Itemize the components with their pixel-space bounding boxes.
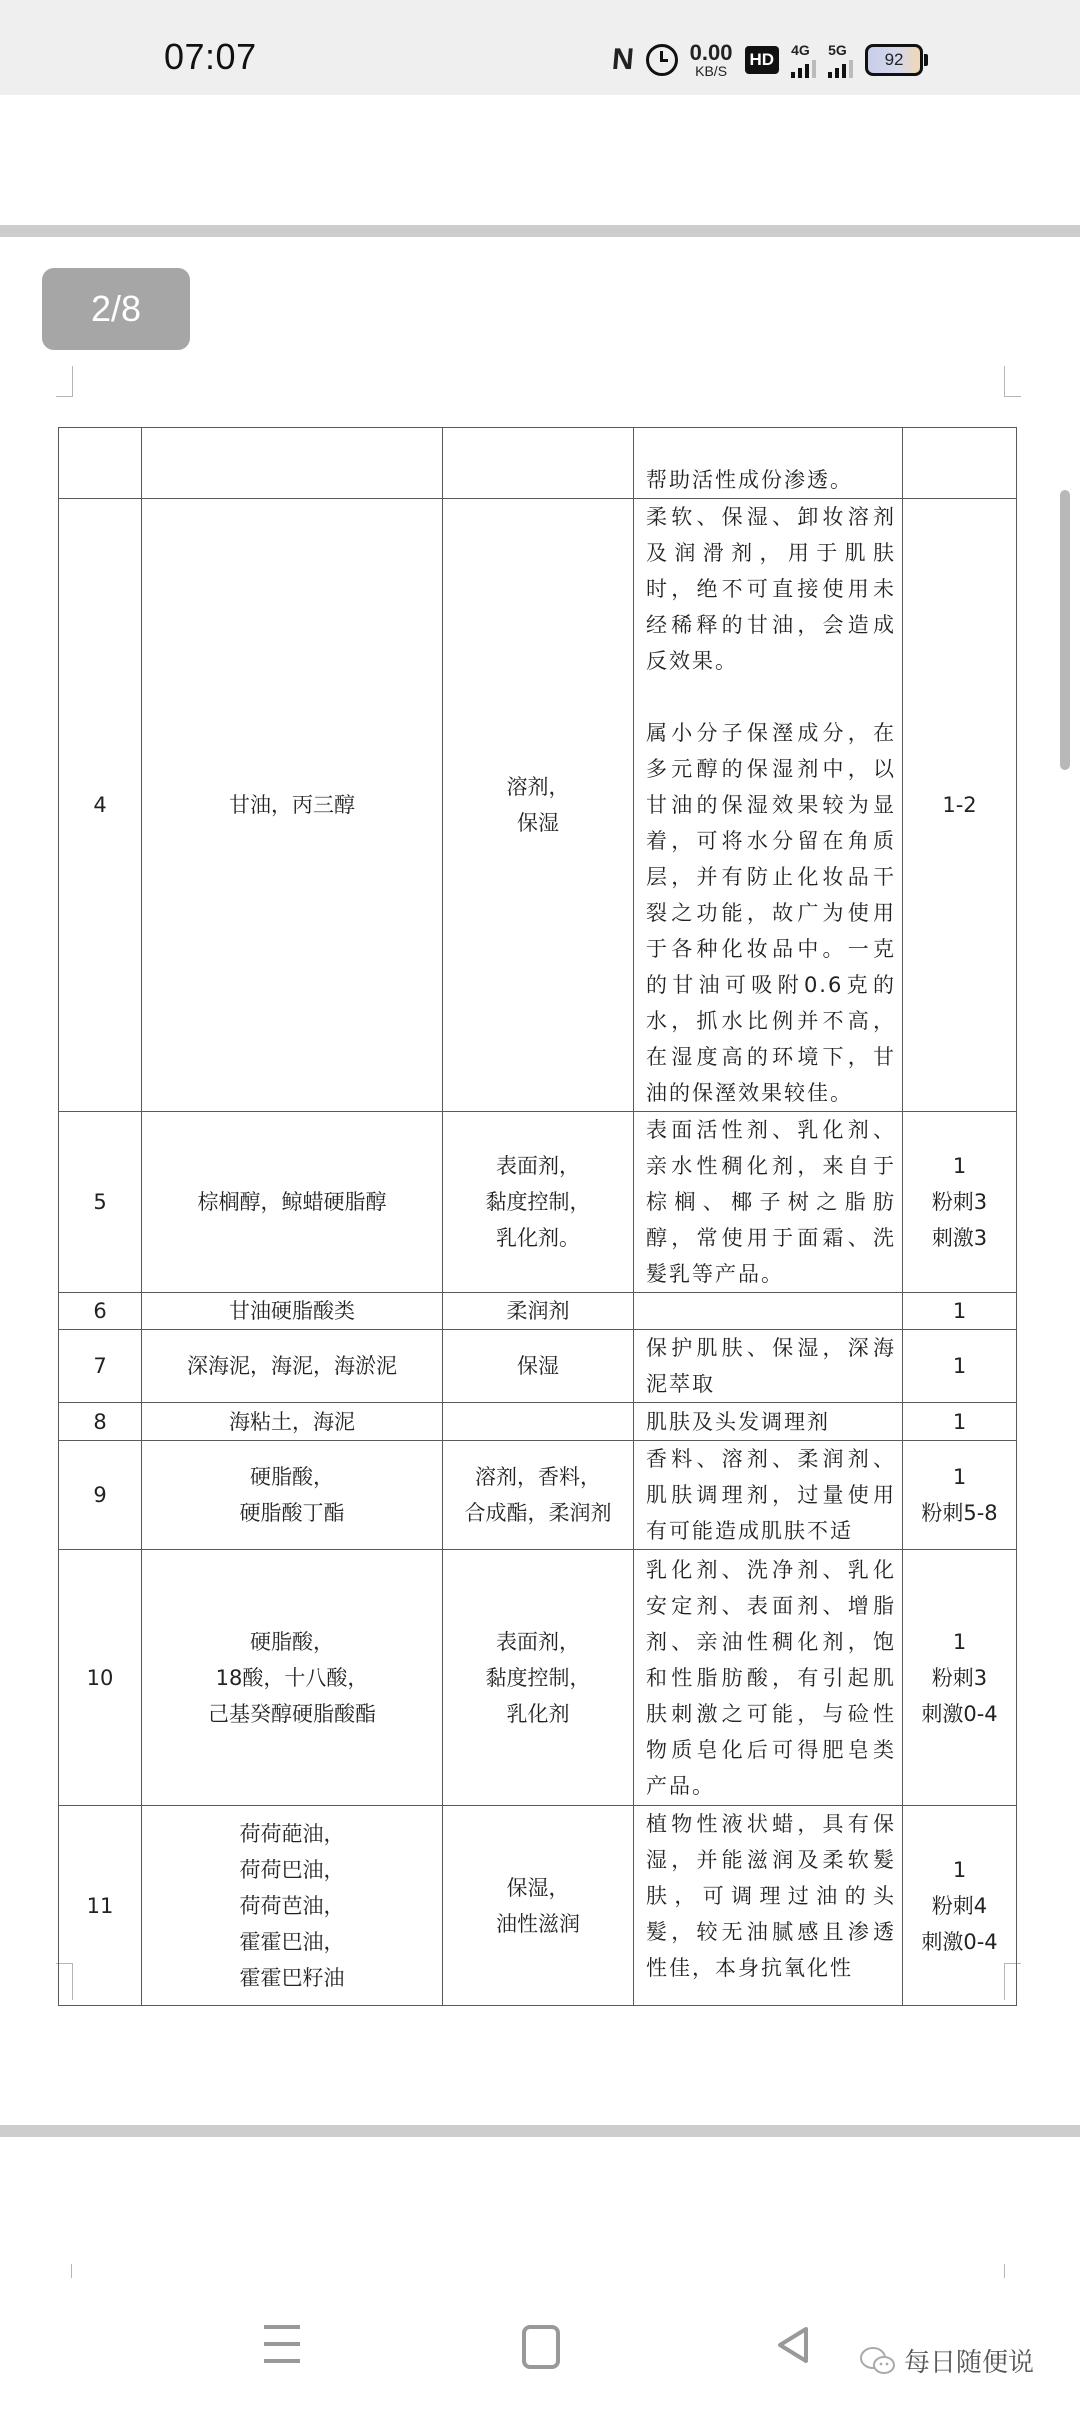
page-separator xyxy=(0,2125,1080,2137)
network-speed xyxy=(690,42,733,78)
page-separator xyxy=(0,225,1080,237)
cell-description: 肌肤及头发调理剂 xyxy=(634,1403,903,1441)
cell-function: 保湿 xyxy=(443,1330,634,1403)
recent-apps-button[interactable] xyxy=(264,2325,300,2363)
cell-function: 表面剂， 黏度控制， 乳化剂 xyxy=(443,1550,634,1806)
cell-function: 保湿， 油性滋润 xyxy=(443,1806,634,2006)
cell-ingredient: 深海泥，海泥，海淤泥 xyxy=(142,1330,443,1403)
crop-mark-next-left xyxy=(71,2264,72,2278)
cell-description: 乳化剂、洗净剂、乳化安定剂、表面剂、增脂剂、亲油性稠化剂，饱和性脂肪酸，有引起肌肤刺激之可能，与硷性物质皂化后可得肥皂类产品。 xyxy=(634,1550,903,1806)
table-row xyxy=(59,1293,1017,1330)
table-row xyxy=(59,1403,1017,1441)
cell-no: 5 xyxy=(59,1112,142,1293)
home-button[interactable] xyxy=(522,2325,560,2369)
cell-no: 8 xyxy=(59,1403,142,1441)
cell-description xyxy=(634,1293,903,1330)
cell-rating: 1 粉刺4 刺激0-4 xyxy=(903,1806,1017,2006)
battery-icon: 92 xyxy=(865,44,923,76)
crop-mark-next-right xyxy=(1004,2264,1005,2278)
cell-rating xyxy=(903,428,1017,499)
cell-rating: 1-2 xyxy=(903,499,1017,1112)
cell-description: 帮助活性成份渗透。 xyxy=(634,428,903,499)
cell-ingredient: 甘油，丙三醇 xyxy=(142,499,443,1112)
navigation-bar xyxy=(0,2290,1080,2410)
cell-description: 柔软、保湿、卸妆溶剂及润滑剂，用于肌肤时，绝不可直接使用未经稀释的甘油，会造成反效果。 属小分子保溼成分，在多元醇的保湿剂中，以甘油的保湿效果较为显着，可将水分留在角质层，并有防止化妆品干裂之功能，故广为使用于各种化妆品中。一克的甘油可吸附0.6克的水，抓水比例并不高，在湿度高的环境下，甘油的保溼效果较佳。 xyxy=(634,499,903,1112)
cell-no: 4 xyxy=(59,499,142,1112)
cell-function xyxy=(443,428,634,499)
signal-5g-icon xyxy=(828,42,853,78)
crop-mark-top-right xyxy=(1004,366,1021,397)
alarm-icon xyxy=(646,44,678,76)
table-row xyxy=(59,1550,1017,1806)
hd-voice-icon: HD xyxy=(745,46,780,74)
cell-rating: 1 xyxy=(903,1330,1017,1403)
cell-description: 香料、溶剂、柔润剂、肌肤调理剂，过量使用有可能造成肌肤不适 xyxy=(634,1441,903,1550)
cell-rating: 1 粉刺3 刺激3 xyxy=(903,1112,1017,1293)
cell-description: 植物性液状蜡，具有保湿，并能滋润及柔软髮肤，可调理过油的头髮，较无油腻感且渗透性佳，本身抗氧化性 xyxy=(634,1806,903,2006)
cell-rating: 1 粉刺5-8 xyxy=(903,1441,1017,1550)
clock: 07:07 xyxy=(164,36,257,77)
cell-no: 7 xyxy=(59,1330,142,1403)
cell-ingredient: 海粘土，海泥 xyxy=(142,1403,443,1441)
cell-rating: 1 xyxy=(903,1403,1017,1441)
table-row xyxy=(59,499,1017,1112)
cell-ingredient: 荷荷葩油， 荷荷巴油， 荷荷芭油， 霍霍巴油， 霍霍巴籽油 xyxy=(142,1806,443,2006)
scrollbar[interactable] xyxy=(1060,490,1070,770)
status-bar xyxy=(0,0,1080,95)
cell-function: 表面剂， 黏度控制， 乳化剂。 xyxy=(443,1112,634,1293)
table-row xyxy=(59,428,1017,499)
signal-4g-icon xyxy=(791,42,816,78)
crop-mark-top-left xyxy=(56,366,73,397)
network-speed-unit: KB/S xyxy=(695,63,728,79)
cell-description: 保护肌肤、保湿，深海泥萃取 xyxy=(634,1330,903,1403)
cell-ingredient: 硬脂酸， 硬脂酸丁酯 xyxy=(142,1441,443,1550)
signal-5g-label: 5G xyxy=(828,42,847,58)
page-indicator: 2/8 xyxy=(42,268,190,350)
ingredient-table xyxy=(58,427,1017,2006)
cell-no: 10 xyxy=(59,1550,142,1806)
table-row xyxy=(59,1330,1017,1403)
cell-function xyxy=(443,1403,634,1441)
table-row xyxy=(59,1806,1017,2006)
back-button[interactable] xyxy=(776,2326,810,2368)
network-speed-value: 0.00 xyxy=(689,40,733,65)
back-icon xyxy=(776,2326,810,2364)
cell-no xyxy=(59,428,142,499)
cell-ingredient: 硬脂酸， 18酸，十八酸， 己基癸醇硬脂酸酯 xyxy=(142,1550,443,1806)
table-row xyxy=(59,1112,1017,1293)
wechat-icon xyxy=(858,2345,898,2377)
cell-no: 11 xyxy=(59,1806,142,2006)
signal-4g-label: 4G xyxy=(791,42,810,58)
nfc-icon: N xyxy=(610,43,636,76)
status-icons xyxy=(612,38,923,82)
watermark xyxy=(858,2342,1034,2379)
cell-function: 溶剂，香料， 合成酯，柔润剂 xyxy=(443,1441,634,1550)
watermark-text: 每日随便说 xyxy=(904,2348,1035,2378)
cell-ingredient xyxy=(142,428,443,499)
cell-rating: 1 粉刺3 刺激0-4 xyxy=(903,1550,1017,1806)
cell-description: 表面活性剂、乳化剂、亲水性稠化剂，来自于棕榈、椰子树之脂肪醇，常使用于面霜、洗髮乳等产品。 xyxy=(634,1112,903,1293)
cell-rating: 1 xyxy=(903,1293,1017,1330)
cell-no: 6 xyxy=(59,1293,142,1330)
cell-function: 溶剂， 保湿 xyxy=(443,499,634,1112)
cell-ingredient: 甘油硬脂酸类 xyxy=(142,1293,443,1330)
cell-ingredient: 棕榈醇，鲸蜡硬脂醇 xyxy=(142,1112,443,1293)
table-row xyxy=(59,1441,1017,1550)
cell-function: 柔润剂 xyxy=(443,1293,634,1330)
cell-no: 9 xyxy=(59,1441,142,1550)
